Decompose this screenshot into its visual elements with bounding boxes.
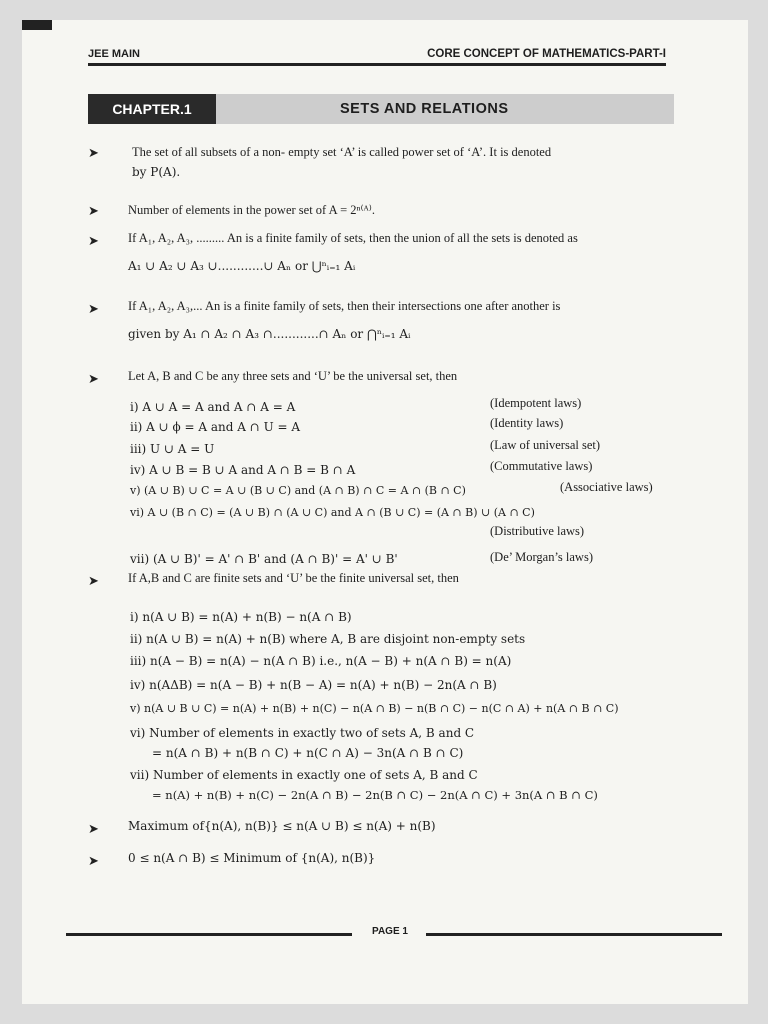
page-footer xyxy=(66,924,722,944)
point-power-set xyxy=(132,142,692,182)
law-expression: iv) A ∪ B = B ∪ A and A ∩ B = B ∩ A xyxy=(130,463,356,477)
law-expression: ii) A ∪ ϕ = A and A ∩ U = A xyxy=(130,420,301,434)
point-power-set-count: Number of elements in the power set of A = 2ⁿ⁽ᴬ⁾. xyxy=(128,203,376,217)
bullet-icon: ➤ xyxy=(88,302,99,317)
point-min-bound: 0 ≤ n(A ∩ B) ≤ Minimum of {n(A), n(B)} xyxy=(128,851,376,865)
law-expression: v) (A ∪ B) ∪ C = A ∪ (B ∪ C) and (A ∩ B) ∩ C = A ∩ (B ∩ C) xyxy=(130,484,466,497)
page-number: PAGE 1 xyxy=(372,926,408,937)
point-union xyxy=(128,228,688,276)
cardinality-formula: v) n(A ∪ B ∪ C) = n(A) + n(B) + n(C) − n(A ∩ B) − n(B ∩ C) − n(C ∩ A) + n(A ∩ B ∩ C) xyxy=(130,702,619,715)
page-corner-mark xyxy=(22,20,52,30)
law-name: (Idempotent laws) xyxy=(490,396,582,410)
point-finite-intro: If A,B and C are finite sets and ‘U’ be the finite universal set, then xyxy=(128,571,459,585)
law-name: (Distributive laws) xyxy=(490,524,585,538)
point-line: If A₁, A₂, A₃, ......... An is a finite family of sets, then the union of all the sets is denoted as xyxy=(128,231,578,245)
law-name: (Associative laws) xyxy=(560,480,653,494)
point-line: by P(A). xyxy=(132,165,181,179)
law-expression: vi) A ∪ (B ∩ C) = (A ∪ B) ∩ (A ∪ C) and A ∩ (B ∪ C) = (A ∩ B) ∪ (A ∩ C) xyxy=(130,506,535,519)
bullet-icon: ➤ xyxy=(88,204,99,219)
cardinality-formula: = n(A) + n(B) + n(C) − 2n(A ∩ B) − 2n(B ∩ C) − 2n(A ∩ C) + 3n(A ∩ B ∩ C) xyxy=(152,788,598,802)
law-name: (Commutative laws) xyxy=(490,459,593,473)
law-name: (De’ Morgan’s laws) xyxy=(490,550,593,564)
running-header xyxy=(88,42,666,66)
law-name: (Identity laws) xyxy=(490,416,564,430)
point-line: If A₁, A₂, A₃,... An is a finite family of sets, then their intersections one after another is xyxy=(128,299,561,313)
law-expression: i) A ∪ A = A and A ∩ A = A xyxy=(130,400,296,414)
cardinality-formula: = n(A ∩ B) + n(B ∩ C) + n(C ∩ A) − 3n(A ∩ B ∩ C) xyxy=(152,746,464,760)
chapter-title: SETS AND RELATIONS xyxy=(340,101,509,117)
point-line: The set of all subsets of a non- empty set ‘A’ is called power set of ‘A’. It is denoted xyxy=(132,145,552,159)
intersection-formula: given by A₁ ∩ A₂ ∩ A₃ ∩............∩ Aₙ or ⋂ⁿᵢ₌₁ Aᵢ xyxy=(128,327,411,341)
cardinality-formula: ii) n(A ∪ B) = n(A) + n(B) where A, B are disjoint non-empty sets xyxy=(130,632,526,646)
point-laws-intro: Let A, B and C be any three sets and ‘U’ be the universal set, then xyxy=(128,369,458,383)
law-name: (Law of universal set) xyxy=(490,438,601,452)
bullet-icon: ➤ xyxy=(88,372,99,387)
cardinality-formula: vii) Number of elements in exactly one of sets A, B and C xyxy=(130,768,478,782)
law-expression: vii) (A ∪ B)' = A' ∩ B' and (A ∩ B)' = A' ∪ B' xyxy=(130,552,398,566)
point-intersection xyxy=(128,296,688,344)
cardinality-formula: iii) n(A − B) = n(A) − n(A ∩ B) i.e., n(A − B) + n(A ∩ B) = n(A) xyxy=(130,654,512,668)
law-expression: iii) U ∪ A = U xyxy=(130,442,215,456)
footer-rule-left xyxy=(66,933,352,936)
cardinality-formula: vi) Number of elements in exactly two of sets A, B and C xyxy=(130,726,475,740)
bullet-icon: ➤ xyxy=(88,146,99,161)
footer-rule-right xyxy=(426,933,722,936)
bullet-icon: ➤ xyxy=(88,234,99,249)
cardinality-formula: i) n(A ∪ B) = n(A) + n(B) − n(A ∩ B) xyxy=(130,610,352,624)
header-rule xyxy=(88,63,666,66)
cardinality-formula: iv) n(AΔB) = n(A − B) + n(B − A) = n(A) + n(B) − 2n(A ∩ B) xyxy=(130,678,497,692)
chapter-number: CHAPTER.1 xyxy=(88,94,216,124)
bullet-icon: ➤ xyxy=(88,822,99,837)
bullet-icon: ➤ xyxy=(88,574,99,589)
header-right: CORE CONCEPT OF MATHEMATICS-PART-I xyxy=(427,48,666,60)
union-formula: A₁ ∪ A₂ ∪ A₃ ∪............∪ Aₙ or ⋃ⁿᵢ₌₁ Aᵢ xyxy=(128,259,356,273)
header-left: JEE MAIN xyxy=(88,48,140,60)
chapter-banner xyxy=(88,94,674,124)
bullet-icon: ➤ xyxy=(88,854,99,869)
point-max-bound: Maximum of{n(A), n(B)} ≤ n(A ∪ B) ≤ n(A) + n(B) xyxy=(128,819,436,833)
